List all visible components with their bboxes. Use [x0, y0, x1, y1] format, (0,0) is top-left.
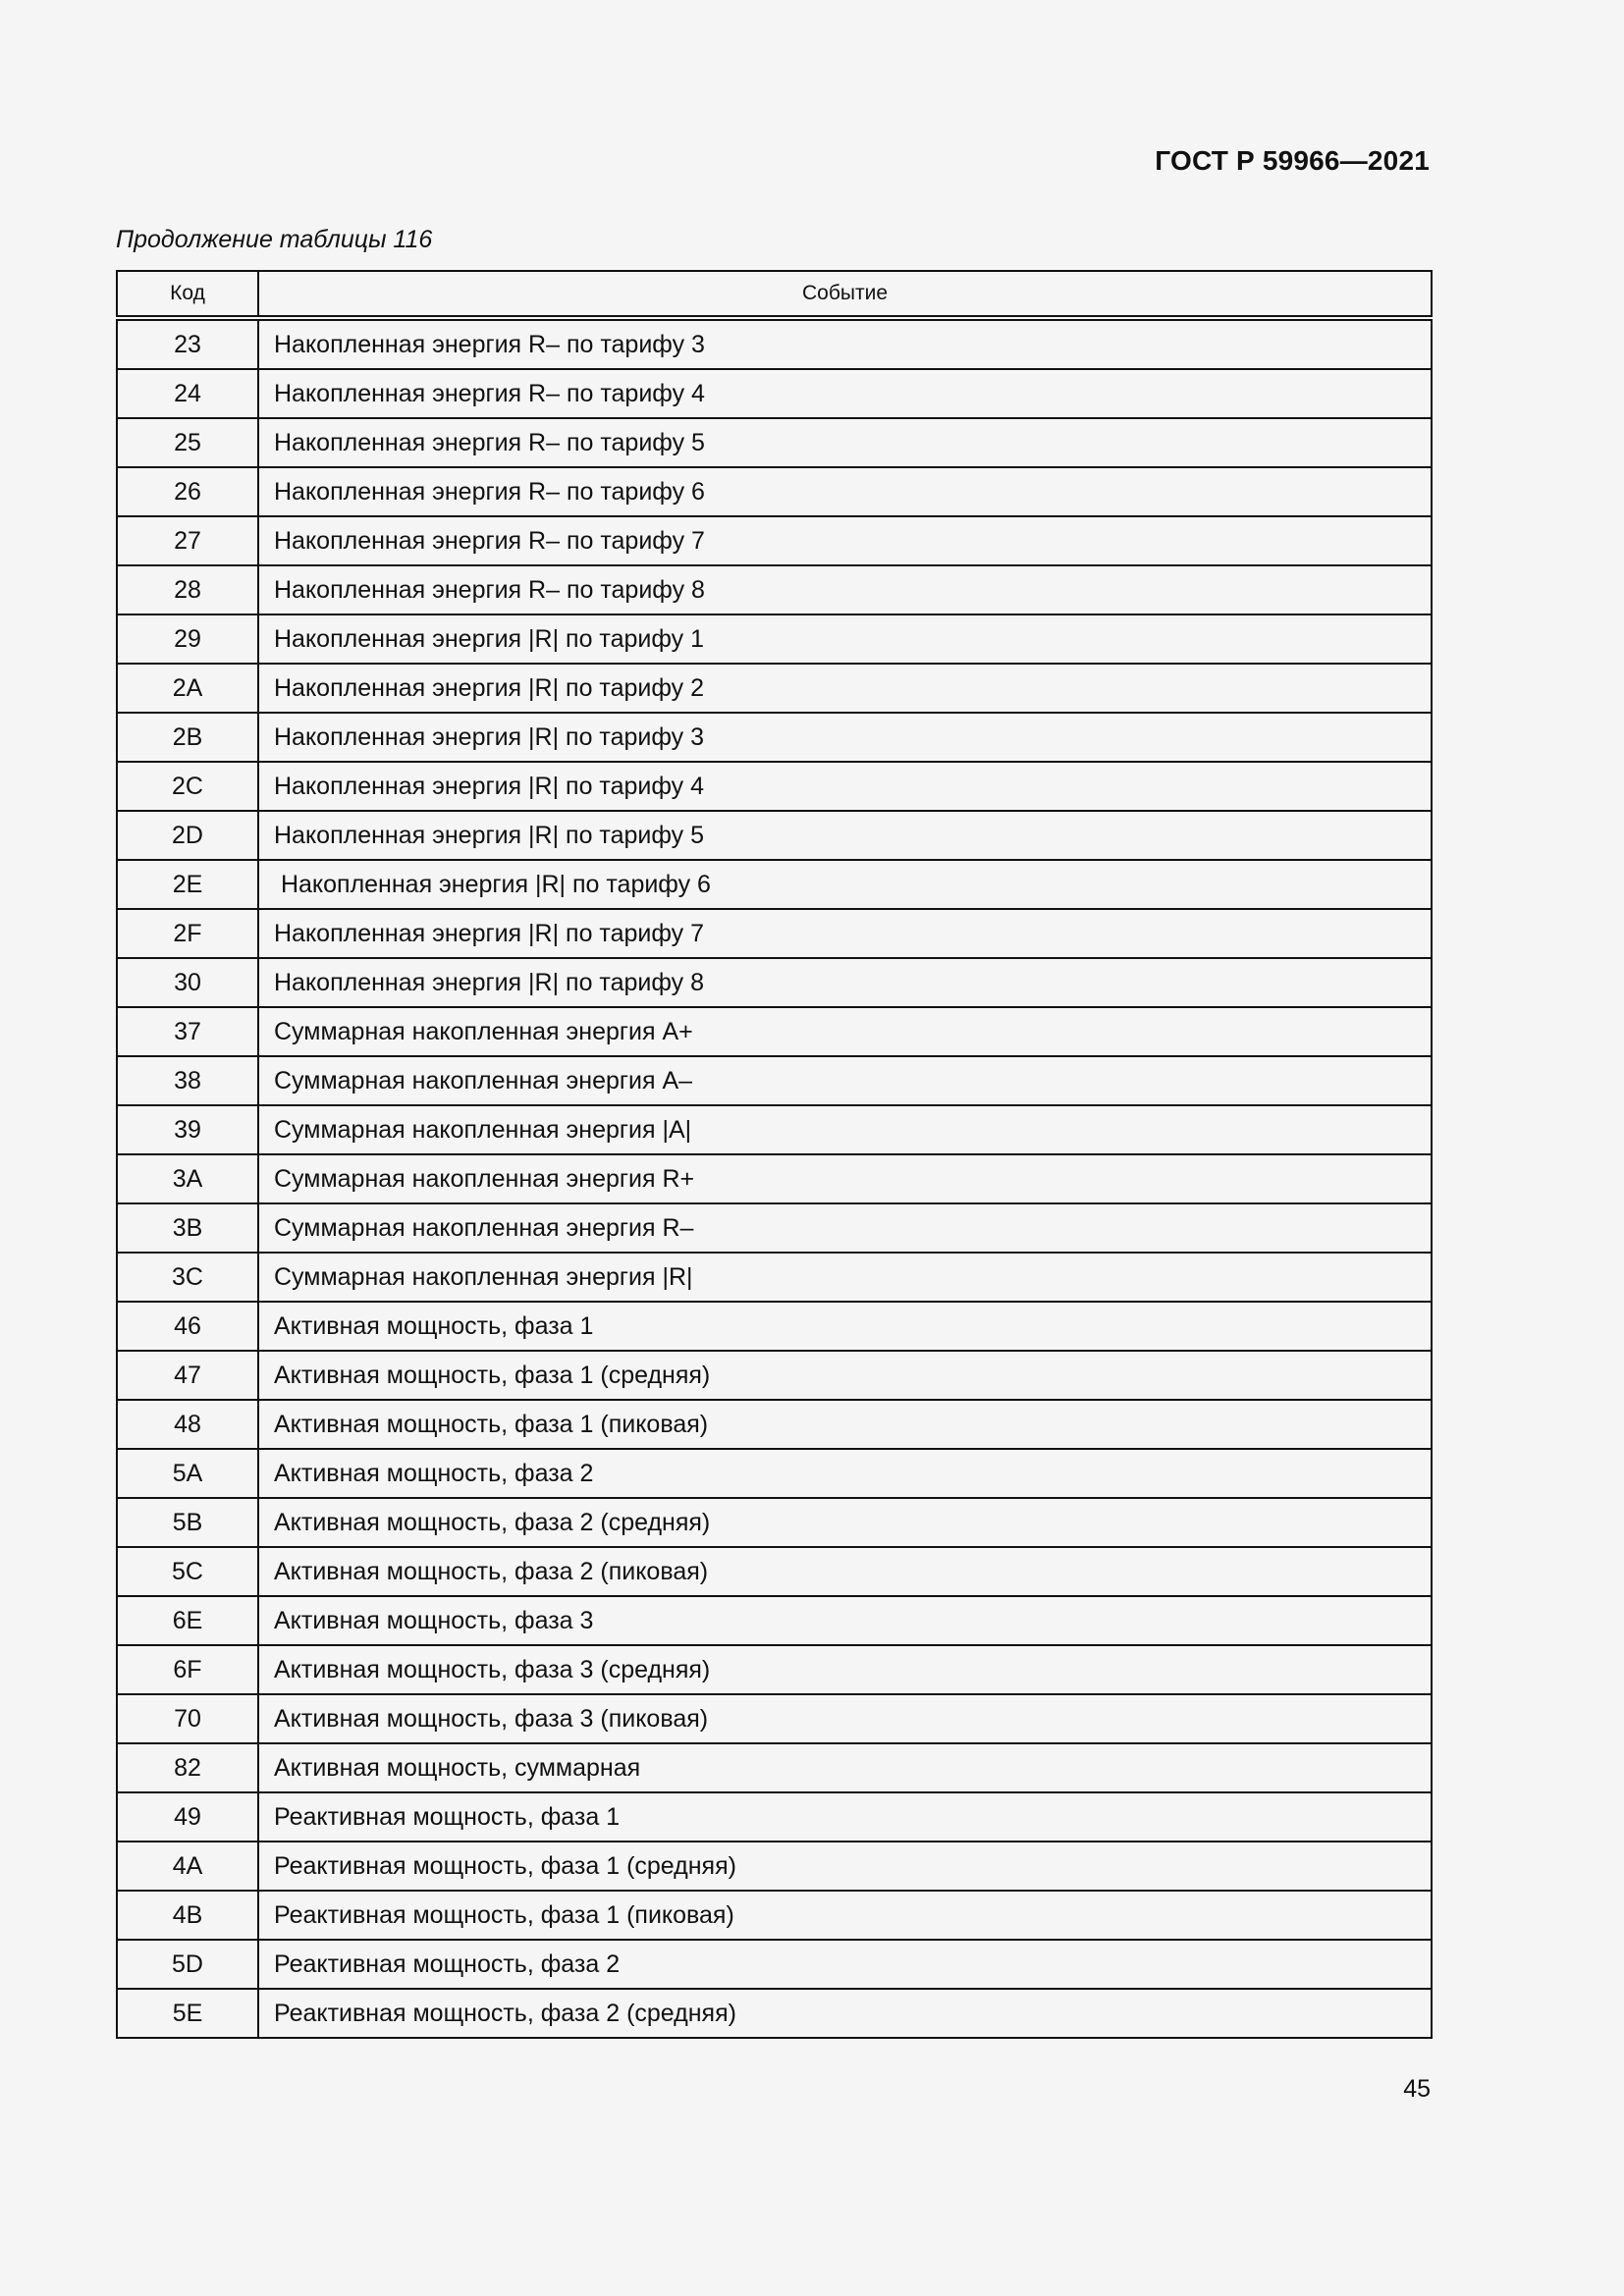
event-cell: Суммарная накопленная энергия R+ [258, 1154, 1432, 1203]
event-cell: Активная мощность, фаза 3 [258, 1596, 1432, 1645]
table-row [117, 1645, 1432, 1694]
table-row [117, 1498, 1432, 1547]
code-cell: 37 [117, 1007, 258, 1056]
code-cell: 3C [117, 1253, 258, 1302]
code-cell: 39 [117, 1105, 258, 1154]
code-cell: 3A [117, 1154, 258, 1203]
events-table [116, 270, 1433, 2039]
event-cell: Накопленная энергия R– по тарифу 3 [258, 318, 1432, 369]
event-cell: Активная мощность, фаза 1 [258, 1302, 1432, 1351]
table-row [117, 1989, 1432, 2038]
table-row [117, 1105, 1432, 1154]
event-cell: Накопленная энергия R– по тарифу 5 [258, 418, 1432, 467]
table-row [117, 860, 1432, 909]
table-row [117, 1694, 1432, 1743]
code-cell: 30 [117, 958, 258, 1007]
code-cell: 38 [117, 1056, 258, 1105]
event-cell: Активная мощность, фаза 1 (пиковая) [258, 1400, 1432, 1449]
table-row [117, 1891, 1432, 1940]
table-row [117, 1203, 1432, 1253]
code-cell: 5A [117, 1449, 258, 1498]
table-row [117, 318, 1432, 369]
table-row [117, 1842, 1432, 1891]
event-cell: Реактивная мощность, фаза 1 [258, 1792, 1432, 1842]
event-cell: Суммарная накопленная энергия R– [258, 1203, 1432, 1253]
code-cell: 5E [117, 1989, 258, 2038]
code-cell: 2B [117, 713, 258, 762]
table-row [117, 1449, 1432, 1498]
table-row [117, 1154, 1432, 1203]
code-cell: 5B [117, 1498, 258, 1547]
table-row [117, 1743, 1432, 1792]
code-cell: 2A [117, 664, 258, 713]
document-code: ГОСТ Р 59966—2021 [1155, 145, 1430, 176]
table-header-row [117, 271, 1432, 318]
code-cell: 4A [117, 1842, 258, 1891]
code-cell: 5D [117, 1940, 258, 1989]
table-row [117, 614, 1432, 664]
code-cell: 5C [117, 1547, 258, 1596]
event-cell: Реактивная мощность, фаза 1 (пиковая) [258, 1891, 1432, 1940]
table-row [117, 1253, 1432, 1302]
code-cell: 3B [117, 1203, 258, 1253]
table-row [117, 1547, 1432, 1596]
event-cell: Активная мощность, фаза 2 (средняя) [258, 1498, 1432, 1547]
table-row [117, 1792, 1432, 1842]
event-cell: Накопленная энергия R– по тарифу 8 [258, 565, 1432, 614]
code-cell: 6F [117, 1645, 258, 1694]
code-cell: 27 [117, 516, 258, 565]
event-cell: Суммарная накопленная энергия A– [258, 1056, 1432, 1105]
table-row [117, 762, 1432, 811]
event-cell: Активная мощность, суммарная [258, 1743, 1432, 1792]
table-body [117, 318, 1432, 2038]
table-row [117, 1056, 1432, 1105]
event-cell: Накопленная энергия |R| по тарифу 5 [258, 811, 1432, 860]
event-cell: Суммарная накопленная энергия |A| [258, 1105, 1432, 1154]
table-row [117, 1596, 1432, 1645]
event-cell: Суммарная накопленная энергия A+ [258, 1007, 1432, 1056]
code-cell: 24 [117, 369, 258, 418]
table-row [117, 1302, 1432, 1351]
table-row [117, 1351, 1432, 1400]
table-row [117, 811, 1432, 860]
code-cell: 2D [117, 811, 258, 860]
event-cell: Реактивная мощность, фаза 1 (средняя) [258, 1842, 1432, 1891]
page-number: 45 [1403, 2075, 1431, 2103]
table-row [117, 1007, 1432, 1056]
code-cell: 48 [117, 1400, 258, 1449]
table-row [117, 1400, 1432, 1449]
code-cell: 82 [117, 1743, 258, 1792]
event-cell: Накопленная энергия |R| по тарифу 4 [258, 762, 1432, 811]
event-cell: Накопленная энергия |R| по тарифу 7 [258, 909, 1432, 958]
code-cell: 2E [117, 860, 258, 909]
table-row [117, 369, 1432, 418]
event-cell: Суммарная накопленная энергия |R| [258, 1253, 1432, 1302]
table-row [117, 664, 1432, 713]
code-cell: 70 [117, 1694, 258, 1743]
event-cell: Накопленная энергия R– по тарифу 4 [258, 369, 1432, 418]
code-cell: 4B [117, 1891, 258, 1940]
event-cell: Накопленная энергия |R| по тарифу 2 [258, 664, 1432, 713]
table-row [117, 909, 1432, 958]
code-cell: 2C [117, 762, 258, 811]
code-cell: 25 [117, 418, 258, 467]
event-cell: Накопленная энергия R– по тарифу 7 [258, 516, 1432, 565]
event-cell: Реактивная мощность, фаза 2 (средняя) [258, 1989, 1432, 2038]
code-cell: 2F [117, 909, 258, 958]
event-cell: Накопленная энергия |R| по тарифу 8 [258, 958, 1432, 1007]
code-cell: 49 [117, 1792, 258, 1842]
event-cell: Накопленная энергия |R| по тарифу 3 [258, 713, 1432, 762]
event-cell: Активная мощность, фаза 3 (пиковая) [258, 1694, 1432, 1743]
column-header-event: Событие [258, 271, 1432, 318]
table-row [117, 713, 1432, 762]
event-cell: Реактивная мощность, фаза 2 [258, 1940, 1432, 1989]
table-row [117, 958, 1432, 1007]
table-row [117, 516, 1432, 565]
event-cell: Активная мощность, фаза 3 (средняя) [258, 1645, 1432, 1694]
event-cell: Накопленная энергия |R| по тарифу 1 [258, 614, 1432, 664]
event-cell: Активная мощность, фаза 2 (пиковая) [258, 1547, 1432, 1596]
event-cell: Активная мощность, фаза 2 [258, 1449, 1432, 1498]
code-cell: 6E [117, 1596, 258, 1645]
code-cell: 28 [117, 565, 258, 614]
code-cell: 29 [117, 614, 258, 664]
event-cell: Накопленная энергия |R| по тарифу 6 [258, 860, 1432, 909]
table-row [117, 418, 1432, 467]
table-row [117, 565, 1432, 614]
code-cell: 46 [117, 1302, 258, 1351]
table-row [117, 1940, 1432, 1989]
table-caption: Продолжение таблицы 116 [116, 226, 433, 253]
code-cell: 23 [117, 318, 258, 369]
event-cell: Накопленная энергия R– по тарифу 6 [258, 467, 1432, 516]
table-row [117, 467, 1432, 516]
code-cell: 26 [117, 467, 258, 516]
code-cell: 47 [117, 1351, 258, 1400]
column-header-code: Код [117, 271, 258, 318]
event-cell: Активная мощность, фаза 1 (средняя) [258, 1351, 1432, 1400]
